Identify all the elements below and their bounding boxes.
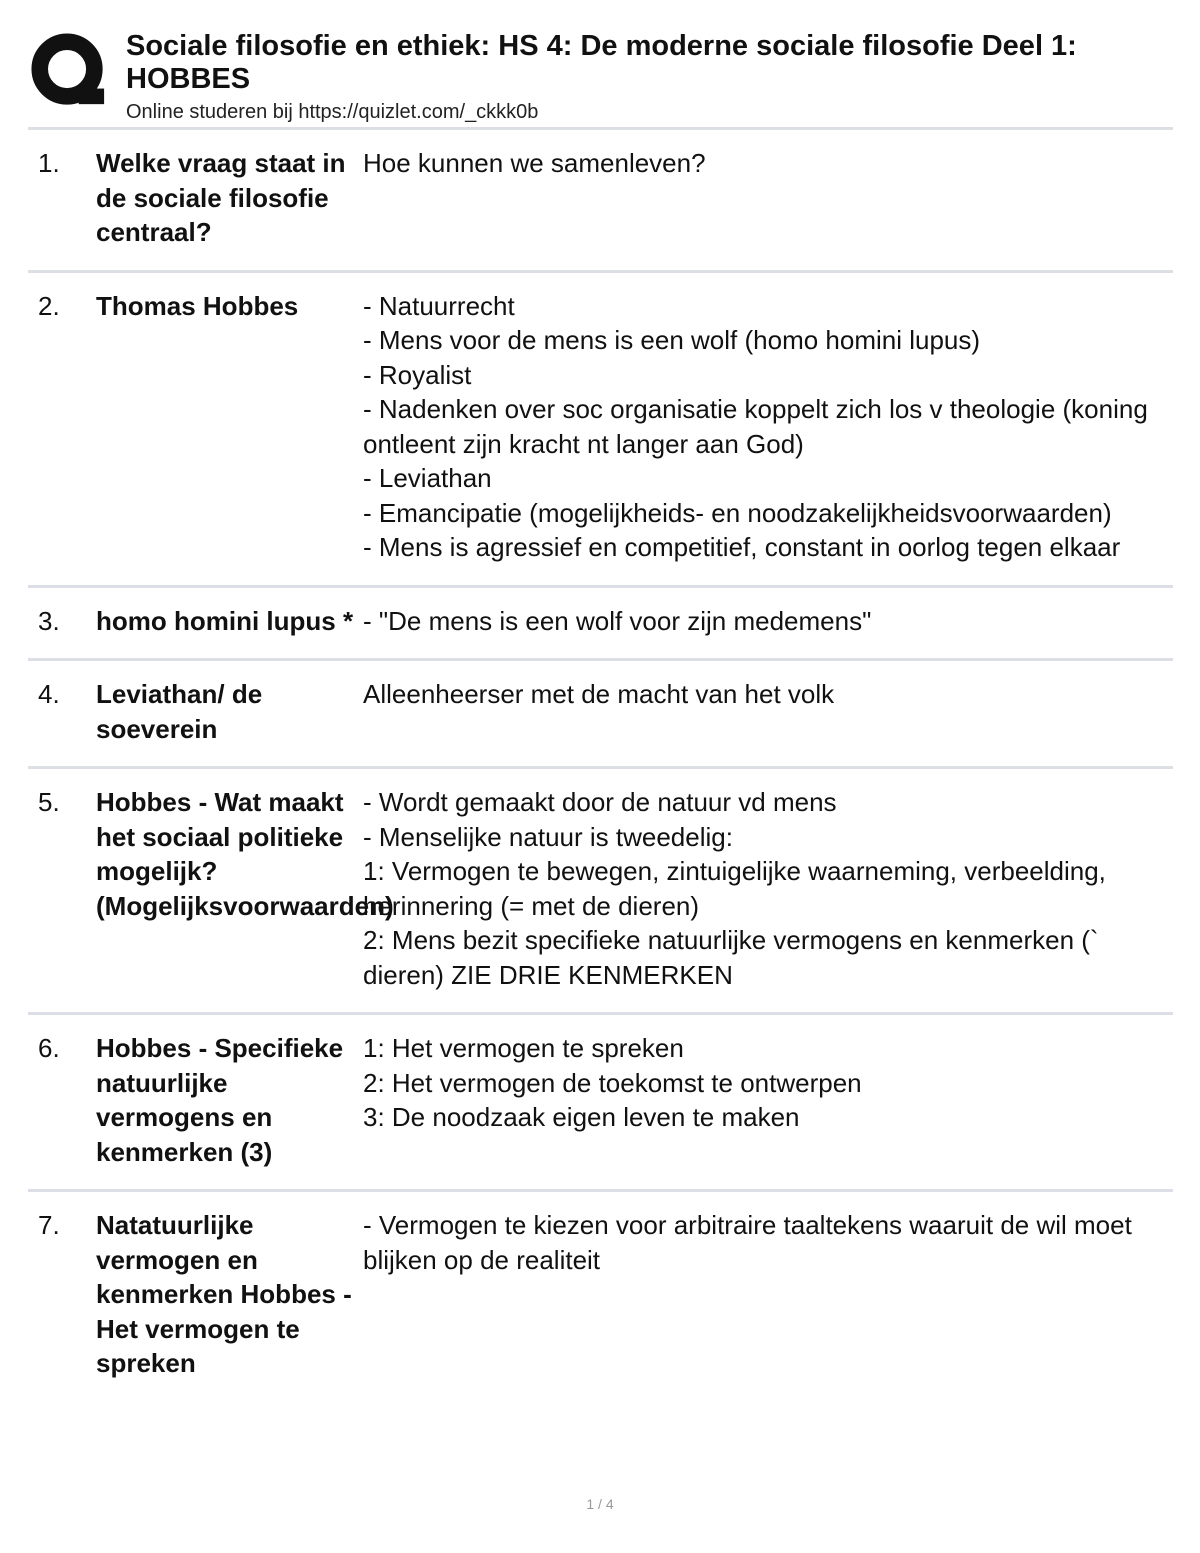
card-definition: - Natuurrecht - Mens voor de mens is een wolf (homo homini lupus) - Royalist - Nadenken over soc organisatie koppelt zich los v theologie (koning ontleent zijn kracht nt langer aan God) - Leviathan - Emancipatie (mogelijkheids- en noodzakelijkheidsvoorwaarden) - Mens is agressief en competitief, constant in oorlog tegen elkaar [363,290,1148,562]
card-number: 2. [38,290,60,321]
card-definition: 1: Het vermogen te spreken 2: Het vermogen de toekomst te ontwerpen 3: De noodzaak eigen leven te maken [363,1033,862,1132]
quizlet-logo-icon [30,32,108,110]
card-number: 7. [38,1210,60,1240]
card-definition: - Vermogen te kiezen voor arbitraire taaltekens waaruit de wil moet blijken op de realiteit [363,1210,1132,1275]
card-number: 1. [38,148,60,178]
flashcard-row [28,588,1173,662]
card-term: Thomas Hobbes [96,290,299,321]
page-title: Sociale filosofie en ethiek: HS 4: De moderne sociale filosofie Deel 1: HOBBES [126,30,1077,95]
flashcard-row [28,130,1173,273]
study-online-link[interactable]: Online studeren bij https://quizlet.com/_ckkk0b [126,101,539,123]
card-term: Hobbes - Wat maakt het sociaal politieke mogelijk? (Mogelijksvoorwaarden) [96,787,394,921]
card-number: 5. [38,787,60,817]
card-term: Welke vraag staat in de sociale filosofie centraal? [96,148,346,247]
card-number: 6. [38,1033,60,1063]
card-term: homo homini lupus * [96,605,354,636]
card-number: 3. [38,605,60,636]
flashcard-row [28,273,1173,588]
flashcard-list [28,127,1173,1401]
document-header [30,28,1180,128]
flashcard-row [28,661,1173,769]
page-number: 1 / 4 [586,1496,614,1512]
card-term: Leviathan/ de soeverein [96,679,263,744]
card-number: 4. [38,679,60,709]
flashcard-row [28,1192,1173,1401]
flashcard-row [28,769,1173,1015]
flashcard-row [28,1015,1173,1192]
card-term: Hobbes - Specifieke natuurlijke vermogens en kenmerken (3) [96,1033,344,1167]
card-definition: Hoe kunnen we samenleven? [363,148,706,178]
card-term: Natatuurlijke vermogen en kenmerken Hobbes - Het vermogen te spreken [96,1210,352,1378]
card-definition: - "De mens is een wolf voor zijn medemens" [363,605,872,636]
card-definition: Alleenheerser met de macht van het volk [363,679,835,709]
card-definition: - Wordt gemaakt door de natuur vd mens - Menselijke natuur is tweedelig: 1: Vermogen te bewegen, zintuigelijke waarneming, verbeelding, herinnering (= met de dieren) 2: Mens bezit specifieke natuurlijke vermogens en kenmerken (` dieren) ZIE DRIE KENMERKEN [363,787,1106,990]
